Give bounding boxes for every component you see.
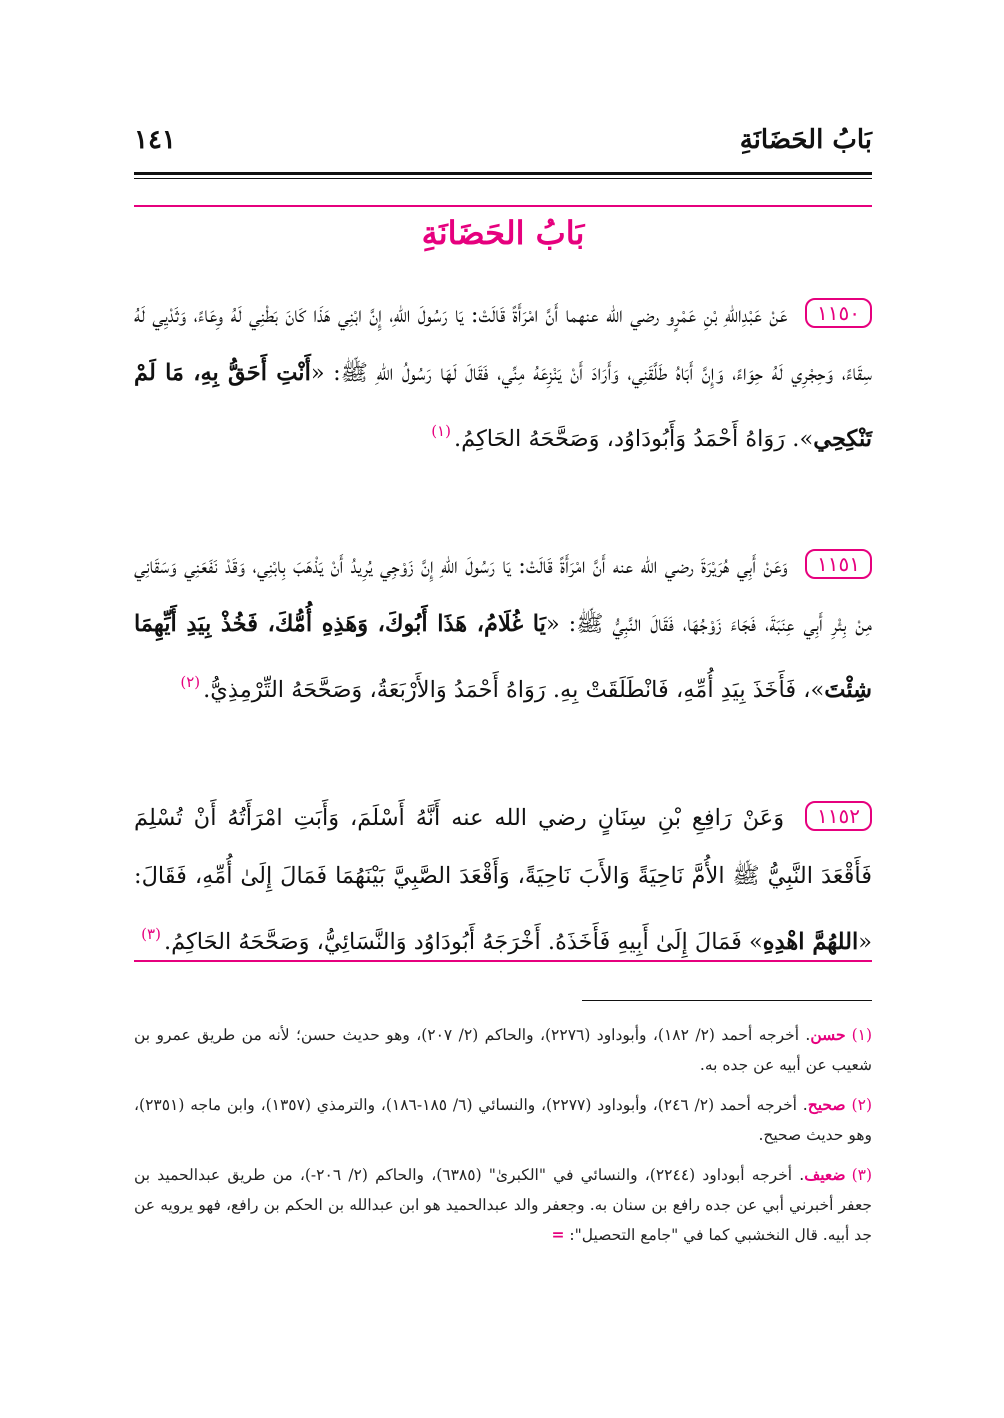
footnote-1 — [134, 1020, 872, 1080]
footnote-number: (٣) — [851, 1166, 873, 1184]
hadith-1151 — [134, 537, 872, 719]
prophetic-quote: يَا غُلَامُ، هَذَا أَبُوكَ، وَهَذِهِ أُمُّكَ، فَخُذْ بِيَدِ أَيِّهِمَا شِئْتَ — [134, 611, 872, 703]
page-number: ١٤١ — [134, 125, 176, 155]
hadith-number-badge: ١١٥٢ — [805, 801, 872, 831]
header-rule-thick — [134, 172, 872, 175]
hadith-text-after: »، فَأَخَذَ بِيَدِ أُمِّهِ، فَانْطَلَقَتْ بِهِ. رَوَاهُ أَحْمَدُ وَالأَرْبَعَةُ، وَصَحَّحَهُ التِّرْمِذِيُّ. — [203, 677, 825, 703]
prophetic-quote: أَنْتِ أَحَقُّ بِهِ، مَا لَمْ تَنْكِحِي — [134, 360, 872, 452]
hadith-number-badge: ١١٥٠ — [805, 298, 872, 328]
footnote-text: . أخرجه أحمد (٢/ ١٨٢)، وأبوداود (٢٢٧٦)، والحاكم (٢/ ٢٠٧)، وهو حديث حسن؛ لأنه من طريق عمرو بن شعيب عن أبيه عن جده به. — [134, 1026, 872, 1074]
footnote-separator — [582, 1000, 872, 1001]
footnote-number: (١) — [851, 1026, 873, 1044]
hadith-text: وَعَنْ أَبِي هُرَيْرَةَ رضي الله عنه أَنَّ امْرَأَةً قَالَتْ: يَا رَسُولَ اللهِ إِنَّ زَوْجِي يُرِيدُ أَنْ يَذْهَبَ بِابْنِي، وَقَدْ نَفَعَنِي وَسَقَانِي مِنْ بِئْرِ أَبِي عِنَبَةَ، فَجَاءَ زَوْجُهَا، فَقَالَ النَّبِيُّ ﷺ: « — [134, 553, 872, 637]
footnote-text: . أخرجه أبوداود (٢٢٤٤)، والنسائي في "الكبرىٰ" (٦٣٨٥)، والحاكم (٢/ ٢٠٦-)، من طريق عبدالحميد بن جعفر أخبرني أبي عن جده رافع بن سنان به. وجعفر والد عبدالحميد هو ابن عبدالله بن الحكم بن رافع، فهو يرويه عن جد أبيه. قال النخشبي كما في "جامع التحصيل": — [134, 1166, 873, 1244]
hadith-number-badge: ١١٥١ — [805, 549, 872, 579]
footnote-2 — [134, 1090, 872, 1150]
footnote-grade: حسن — [810, 1025, 846, 1044]
running-header — [134, 125, 872, 165]
footnote-3 — [134, 1160, 872, 1250]
hadith-1150 — [134, 286, 872, 468]
chapter-title: بَابُ الحَضَانَةِ — [421, 214, 585, 252]
chapter-top-rule — [134, 205, 872, 207]
hadith-1152 — [134, 789, 872, 971]
header-title: بَابُ الحَضَانَةِ — [739, 125, 872, 155]
footnote-reference[interactable]: (٢) — [180, 673, 201, 691]
footnote-grade: صحيح — [807, 1095, 846, 1114]
header-rule-thin — [134, 178, 872, 179]
hadith-text-after: ». رَوَاهُ أَحْمَدُ وَأَبُودَاوُد، وَصَحَّحَهُ الحَاكِمُ. — [453, 426, 814, 452]
prophetic-quote: اللهُمَّ اهْدِهِ — [762, 929, 859, 955]
footnote-reference[interactable]: (١) — [431, 422, 451, 440]
hadith-text-after: » فَمَالَ إِلَىٰ أَبِيهِ فَأَخَذَهُ. أَخْرَجَهُ أَبُودَاوُد وَالنَّسَائِيُّ، وَصَحَّحَهُ الحَاكِمُ. — [163, 929, 763, 955]
footnote-number: (٢) — [851, 1096, 872, 1114]
hadith-text: وَعَنْ رَافِعِ بْنِ سِنَانٍ رضي الله عنه أَنَّهُ أَسْلَمَ، وَأَبَتِ امْرَأَتُهُ أَنْ تُسْلِمَ فَأَقْعَدَ النَّبِيُّ ﷺ الأُمَّ نَاحِيَةً وَالأَبَ نَاحِيَةً، وَأَقْعَدَ الصَّبِيَّ بَيْنَهُمَا فَمَالَ إِلَىٰ أُمِّهِ، فَقَالَ: « — [134, 805, 872, 955]
footnote-grade: ضعيف — [804, 1165, 846, 1184]
footnote-text: . أخرجه أحمد (٢/ ٢٤٦)، وأبوداود (٢٢٧٧)، والنسائي (٦/ ١٨٥-١٨٦)، والترمذي (١٣٥٧)، وابن ماجه (٢٣٥١)، وهو حديث صحيح. — [134, 1096, 872, 1144]
footnotes — [134, 1020, 872, 1260]
hadith-text: عَنْ عَبْدِاللهِ بْنِ عَمْرٍو رضي الله عنهما أَنَّ امْرَأَةً قَالَتْ: يَا رَسُولَ اللهِ، إِنَّ ابْنِي هَذَا كَانَ بَطْنِي لَهُ وِعَاءً، وَثَدْيِي لَهُ سِقَاءً، وَحِجْرِي لَهُ حِوَاءً، وَإِنَّ أَبَاهُ طَلَّقَنِي، وَأَرَادَ أَنْ يَنْزِعَهُ مِنِّي، فَقَالَ لَهَا رَسُولُ اللهِ ﷺ: « — [134, 302, 872, 386]
continuation-mark: = — [551, 1225, 565, 1244]
main-text-bottom-rule — [134, 960, 872, 962]
footnote-reference[interactable]: (٣) — [141, 925, 161, 943]
